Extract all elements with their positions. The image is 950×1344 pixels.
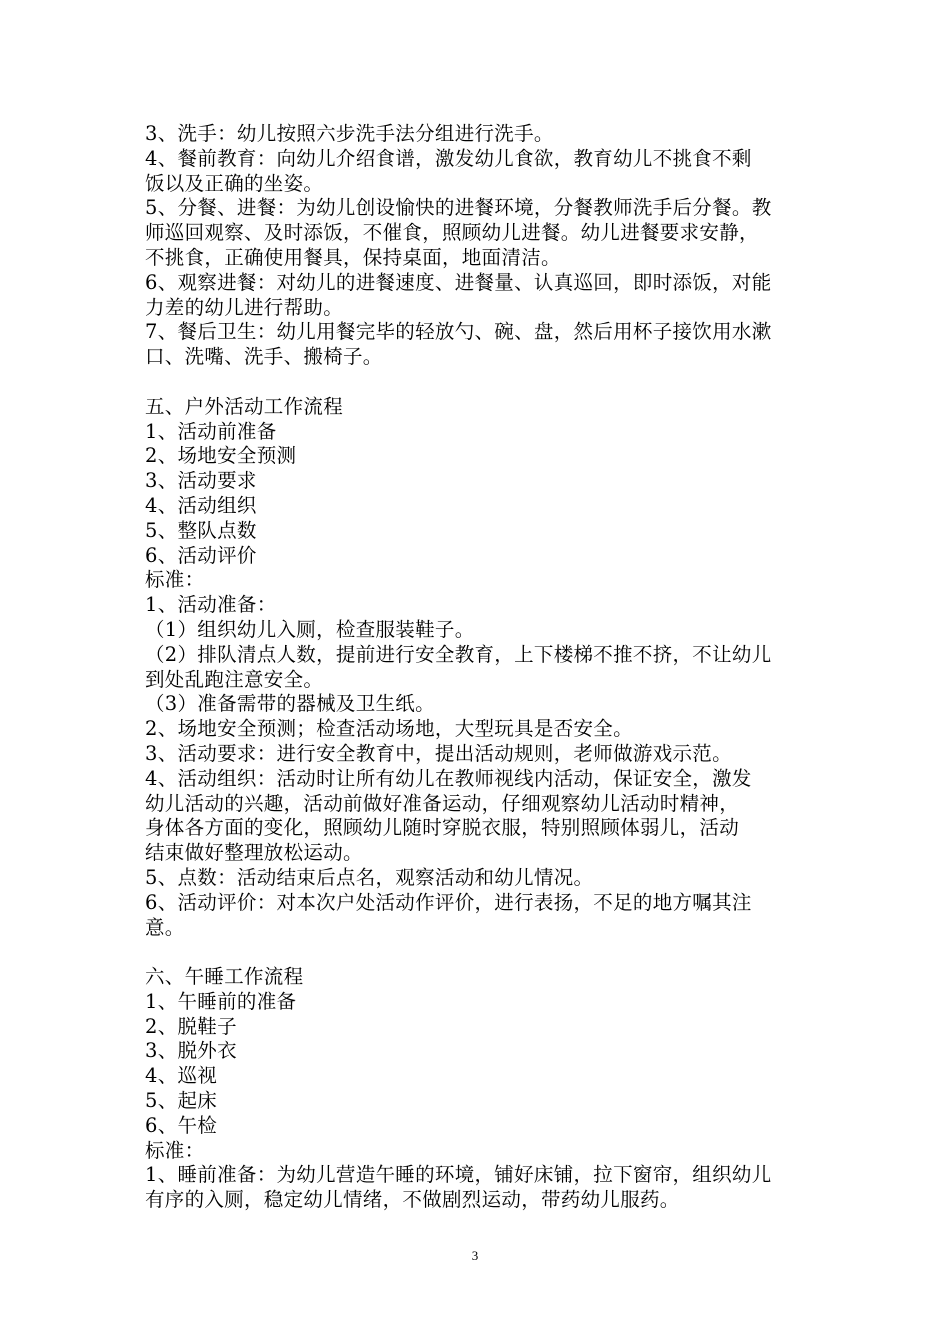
- text-line: 1、睡前准备：为幼儿营造午睡的环境，铺好床铺，拉下窗帘，组织幼儿: [145, 1163, 772, 1187]
- text-line: 6、活动评价：对本次户处活动作评价，进行表扬，不足的地方嘱其注: [145, 890, 752, 914]
- text-line: 有序的入厕，稳定幼儿情绪，不做剧烈运动，带药幼儿服药。: [145, 1188, 680, 1212]
- text-line: 7、餐后卫生：幼儿用餐完毕的轻放勺、碗、盘，然后用杯子接饮用水漱: [145, 320, 772, 344]
- page-number: 3: [471, 1248, 479, 1263]
- text-line: 6、午检: [145, 1113, 218, 1137]
- text-line: 3、脱外衣: [145, 1039, 237, 1063]
- text-line: 4、巡视: [145, 1064, 218, 1088]
- text-line: （2）排队清点人数，提前进行安全教育，上下楼梯不推不挤，不让幼儿: [145, 642, 772, 666]
- text-line: （3）准备需带的器械及卫生纸。: [145, 692, 435, 716]
- text-line: 2、脱鞋子: [145, 1014, 237, 1038]
- text-line: 标准：: [145, 568, 205, 592]
- text-line: 不挑食，正确使用餐具，保持桌面，地面清洁。: [145, 245, 561, 269]
- text-line: 标准：: [145, 1138, 205, 1162]
- text-line: 结束做好整理放松运动。: [145, 841, 363, 865]
- text-line: 2、场地安全预测: [145, 444, 297, 468]
- document-body: [145, 122, 810, 1213]
- text-line: 幼儿活动的兴趣，活动前做好准备运动，仔细观察幼儿活动时精神，: [145, 791, 740, 815]
- text-line: 4、活动组织：活动时让所有幼儿在教师视线内活动，保证安全，激发: [145, 766, 752, 790]
- text-line: 3、活动要求: [145, 469, 257, 493]
- section-heading: 五、户外活动工作流程: [145, 394, 344, 418]
- text-line: 6、活动评价: [145, 543, 257, 567]
- text-line: 5、起床: [145, 1089, 218, 1113]
- text-line: 5、整队点数: [145, 518, 257, 542]
- blank-line: [145, 370, 810, 395]
- text-line: 5、点数：活动结束后点名，观察活动和幼儿情况。: [145, 865, 594, 889]
- text-line: 5、分餐、进餐：为幼儿创设愉快的进餐环境，分餐教师洗手后分餐。教: [145, 196, 772, 220]
- text-line: 口、洗嘴、洗手、搬椅子。: [145, 345, 383, 369]
- text-line: 师巡回观察、及时添饭，不催食，照顾幼儿进餐。幼儿进餐要求安静，: [145, 221, 759, 245]
- text-line: 意。: [145, 915, 185, 939]
- text-line: 1、午睡前的准备: [145, 989, 297, 1013]
- section-heading: 六、午睡工作流程: [145, 965, 304, 989]
- text-line: 3、活动要求：进行安全教育中，提出活动规则，老师做游戏示范。: [145, 741, 732, 765]
- text-line: 力差的幼儿进行帮助。: [145, 295, 344, 319]
- text-line: 身体各方面的变化，照顾幼儿随时穿脱衣服，特别照顾体弱儿，活动: [145, 816, 740, 840]
- text-line: （1）组织幼儿入厕，检查服装鞋子。: [145, 617, 475, 641]
- text-line: 2、场地安全预测；检查活动场地，大型玩具是否安全。: [145, 717, 633, 741]
- text-line: 4、餐前教育：向幼儿介绍食谱，激发幼儿食欲，教育幼儿不挑食不剩: [145, 146, 752, 170]
- text-line: 6、观察进餐：对幼儿的进餐速度、进餐量、认真巡回，即时添饭，对能: [145, 270, 772, 294]
- text-line: 4、活动组织: [145, 493, 257, 517]
- blank-line: [145, 940, 810, 965]
- text-line: 饭以及正确的坐姿。: [145, 171, 324, 195]
- text-line: 3、洗手：幼儿按照六步洗手法分组进行洗手。: [145, 122, 554, 145]
- text-line: 1、活动前准备: [145, 419, 277, 443]
- text-line: 1、活动准备：: [145, 593, 277, 617]
- text-line: 到处乱跑注意安全。: [145, 667, 324, 691]
